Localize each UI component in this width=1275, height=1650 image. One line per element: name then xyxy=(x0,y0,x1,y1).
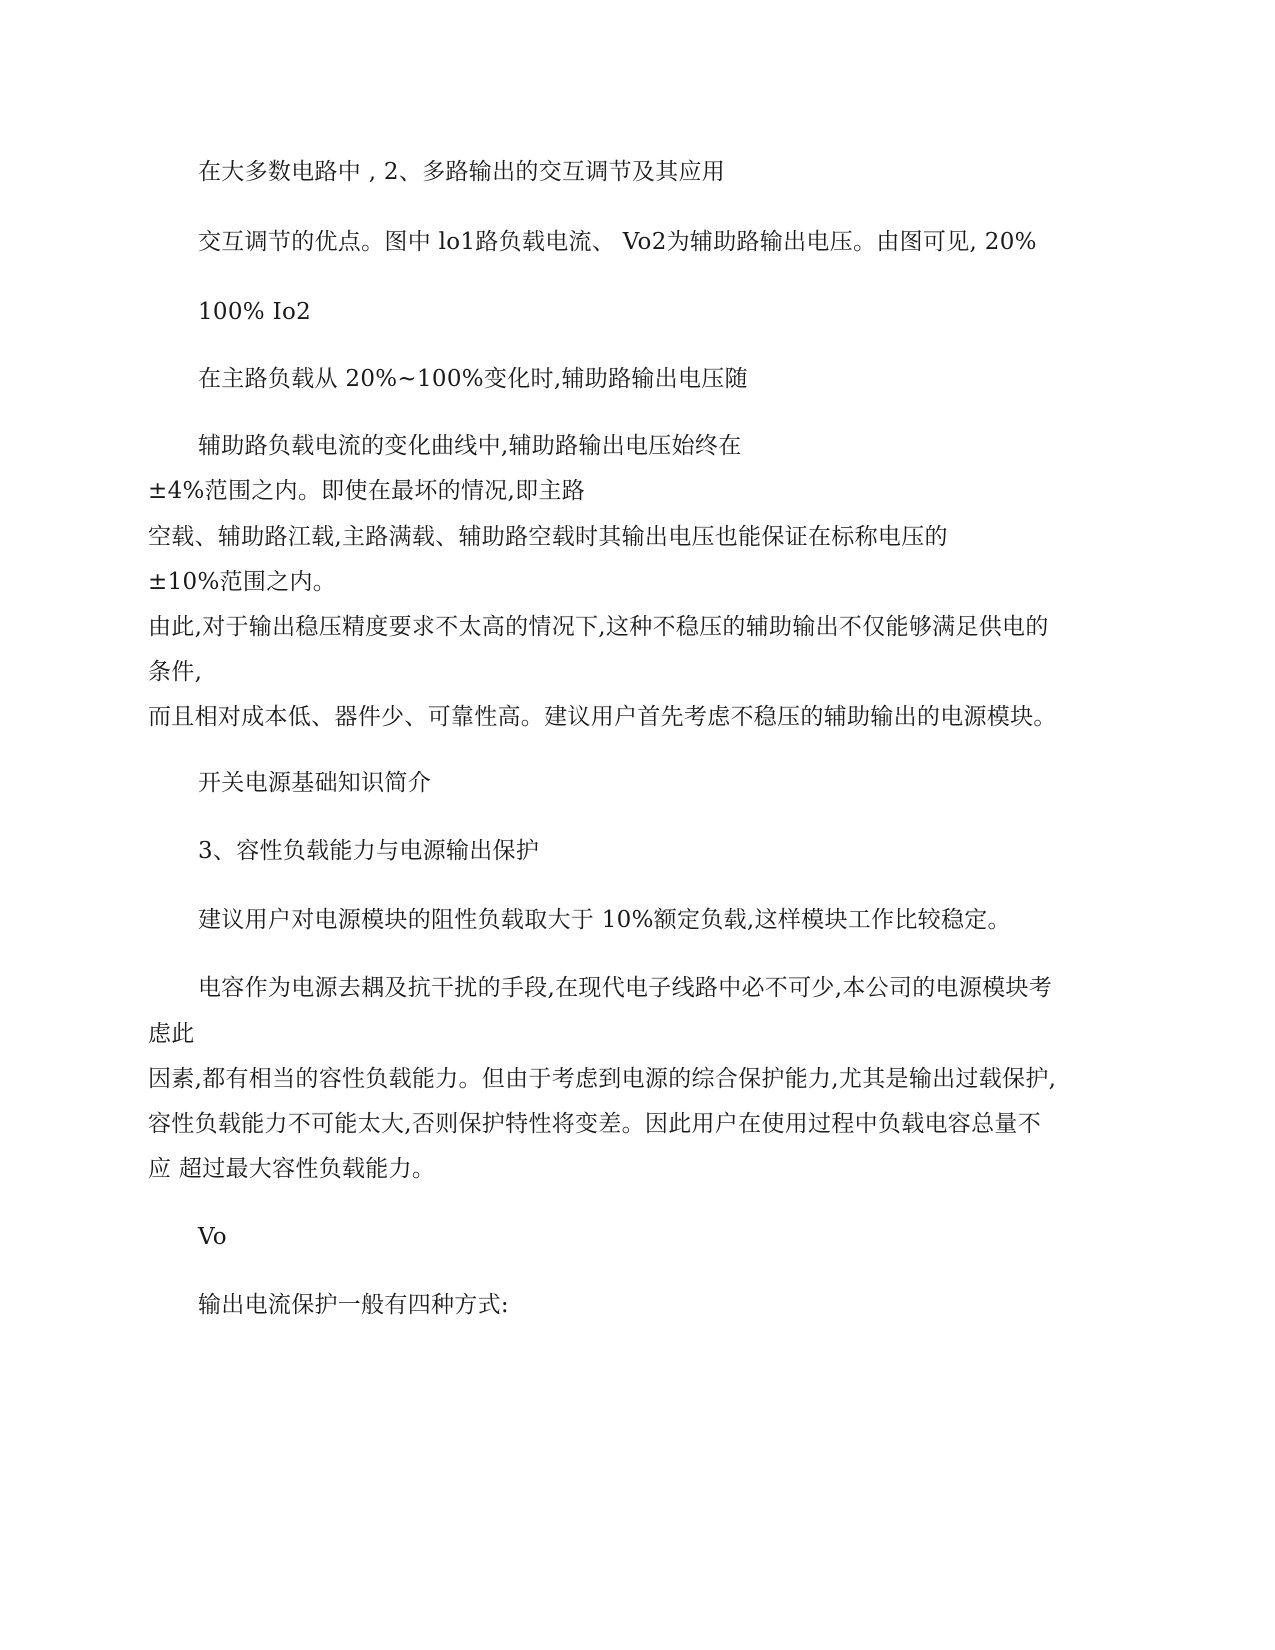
text-line: 条件, xyxy=(148,659,203,685)
text-line: 建议用户对电源模块的阻性负载取大于 10%额定负载,这样模块工作比较稳定。 xyxy=(198,907,1011,933)
text-line: 在大多数电路中 , 2、多路输出的交互调节及其应用 xyxy=(198,159,726,185)
text-line: 电容作为电源去耦及抗干扰的手段,在现代电子线路中必不可少,本公司的电源模块考 xyxy=(198,975,1053,1001)
text-line: 交互调节的优点。图中 lo1路负载电流、 Vo2为辅助路输出电压。由图可见, 20% xyxy=(198,229,1037,255)
section-heading: 3、容性负载能力与电源输出保护 xyxy=(198,838,540,864)
text-line: Vo xyxy=(198,1224,227,1250)
text-line: 100% Io2 xyxy=(198,299,312,325)
section-heading: 开关电源基础知识简介 xyxy=(198,770,431,796)
text-line: 容性负载能力不可能太大,否则保护特性将变差。因此用户在使用过程中负载电容总量不 xyxy=(148,1111,1042,1137)
text-line: 应 超过最大容性负载能力。 xyxy=(148,1156,436,1182)
text-line: 虑此 xyxy=(148,1021,195,1047)
text-line: ±4%范围之内。即使在最坏的情况,即主路 xyxy=(148,478,586,504)
text-line: 因素,都有相当的容性负载能力。但由于考虑到电源的综合保护能力,尤其是输出过载保护, xyxy=(148,1066,1057,1092)
text-line: ±10%范围之内。 xyxy=(148,569,337,595)
text-line: 由此,对于输出稳压精度要求不太高的情况下,这种不稳压的辅助输出不仅能够满足供电的 xyxy=(148,614,1049,640)
text-line: 在主路负载从 20%~100%变化时,辅助路输出电压随 xyxy=(198,366,748,392)
text-line: 空载、辅助路江载,主路满载、辅助路空载时其输出电压也能保证在标称电压的 xyxy=(148,524,948,550)
text-line: 输出电流保护一般有四种方式: xyxy=(198,1292,509,1318)
text-line: 辅助路负载电流的变化曲线中,辅助路输出电压始终在 xyxy=(198,433,742,459)
text-line: 而且相对成本低、器件少、可靠性高。建议用户首先考虑不稳压的辅助输出的电源模块。 xyxy=(148,704,1057,730)
